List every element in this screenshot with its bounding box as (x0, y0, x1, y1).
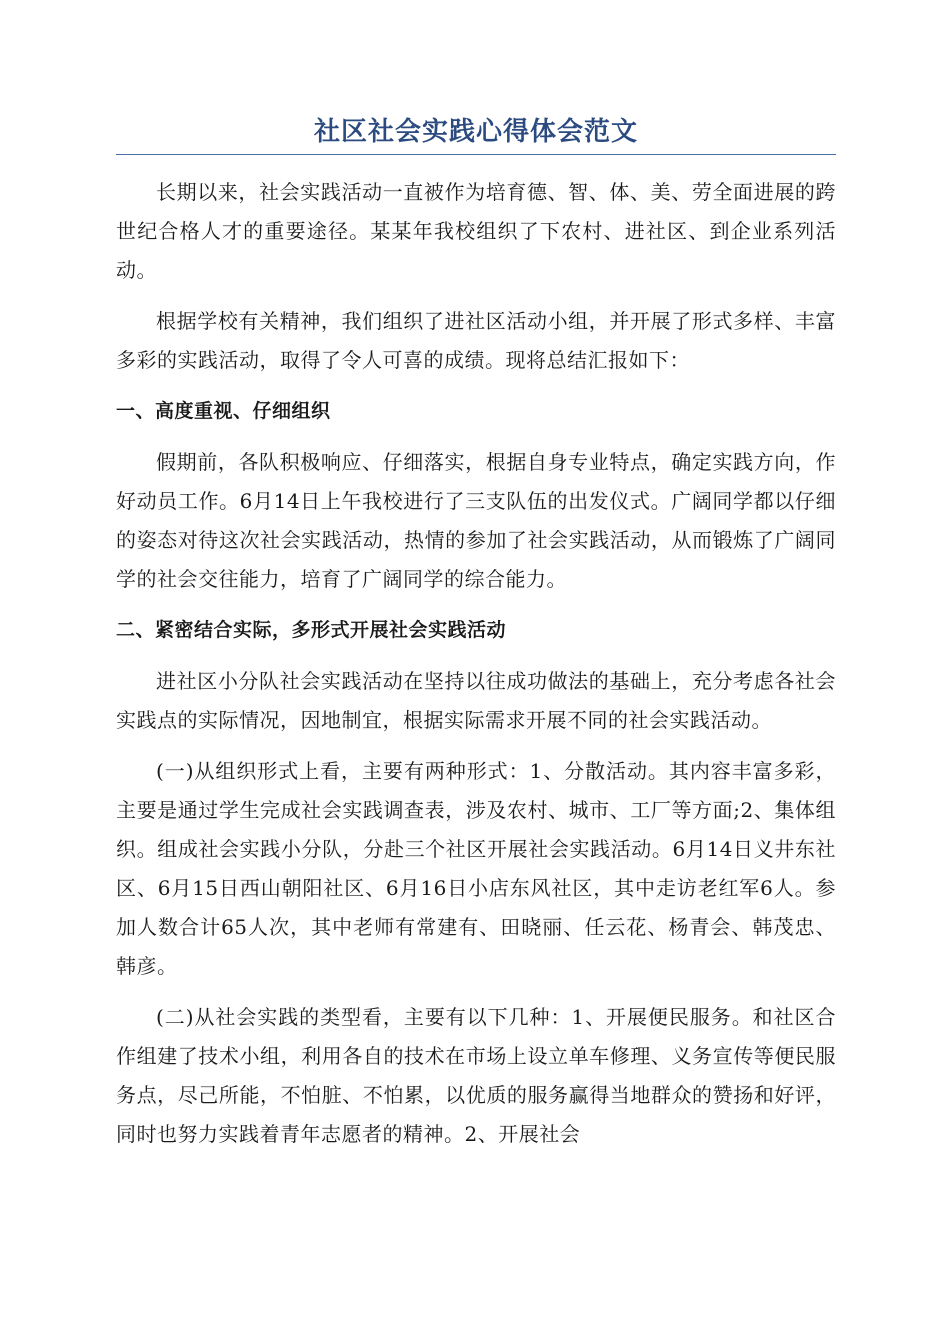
paragraph-section-2-intro: 进社区小分队社会实践活动在坚持以往成功做法的基础上，充分考虑各社会实践点的实际情况，因地制宜，根据实际需求开展不同的社会实践活动。 (116, 669, 836, 732)
paragraph-practice-types: (二)从社会实践的类型看，主要有以下几种：1、开展便民服务。和社区合作组建了技术小组，利用各自的技术在市场上设立单车修理、义务宣传等便民服务点，尽己所能，不怕脏、不怕累，以优质的服务赢得当地群众的赞扬和好评，同时也努力实践着青年志愿者的精神。2、开展社会 (116, 1005, 836, 1146)
section-heading-2: 二、紧密结合实际，多形式开展社会实践活动 (116, 619, 507, 641)
title-underline (116, 154, 836, 155)
document-title: 社区社会实践心得体会范文 (313, 117, 638, 147)
paragraph-organization-forms: (一)从组织形式上看，主要有两种形式：1、分散活动。其内容丰富多彩，主要是通过学生完成社会实践调查表，涉及农村、城市、工厂等方面;2、集体组织。组成社会实践小分队，分赴三个社区开展社会实践活动。6月14日义井东社区、6月15日西山朝阳社区、6月16日小店东风社区，其中走访老红军6人。参加人数合计65人次，其中老师有常建有、田晓丽、任云花、杨青会、韩茂忠、韩彦。 (116, 759, 836, 978)
paragraph-summary-lead: 根据学校有关精神，我们组织了进社区活动小组，并开展了形式多样、丰富多彩的实践活动，取得了令人可喜的成绩。现将总结汇报如下： (116, 309, 836, 372)
section-heading-1: 一、高度重视、仔细组织 (116, 400, 331, 422)
document-page (116, 112, 836, 1166)
paragraph-section-1: 假期前，各队积极响应、仔细落实，根据自身专业特点，确定实践方向，作好动员工作。6月14日上午我校进行了三支队伍的出发仪式。广阔同学都以仔细的姿态对待这次社会实践活动，热情的参加了社会实践活动，从而锻炼了广阔同学的社会交往能力，培育了广阔同学的综合能力。 (116, 450, 836, 591)
paragraph-intro: 长期以来，社会实践活动一直被作为培育德、智、体、美、劳全面进展的跨世纪合格人才的重要途径。某某年我校组织了下农村、进社区、到企业系列活动。 (116, 180, 836, 282)
